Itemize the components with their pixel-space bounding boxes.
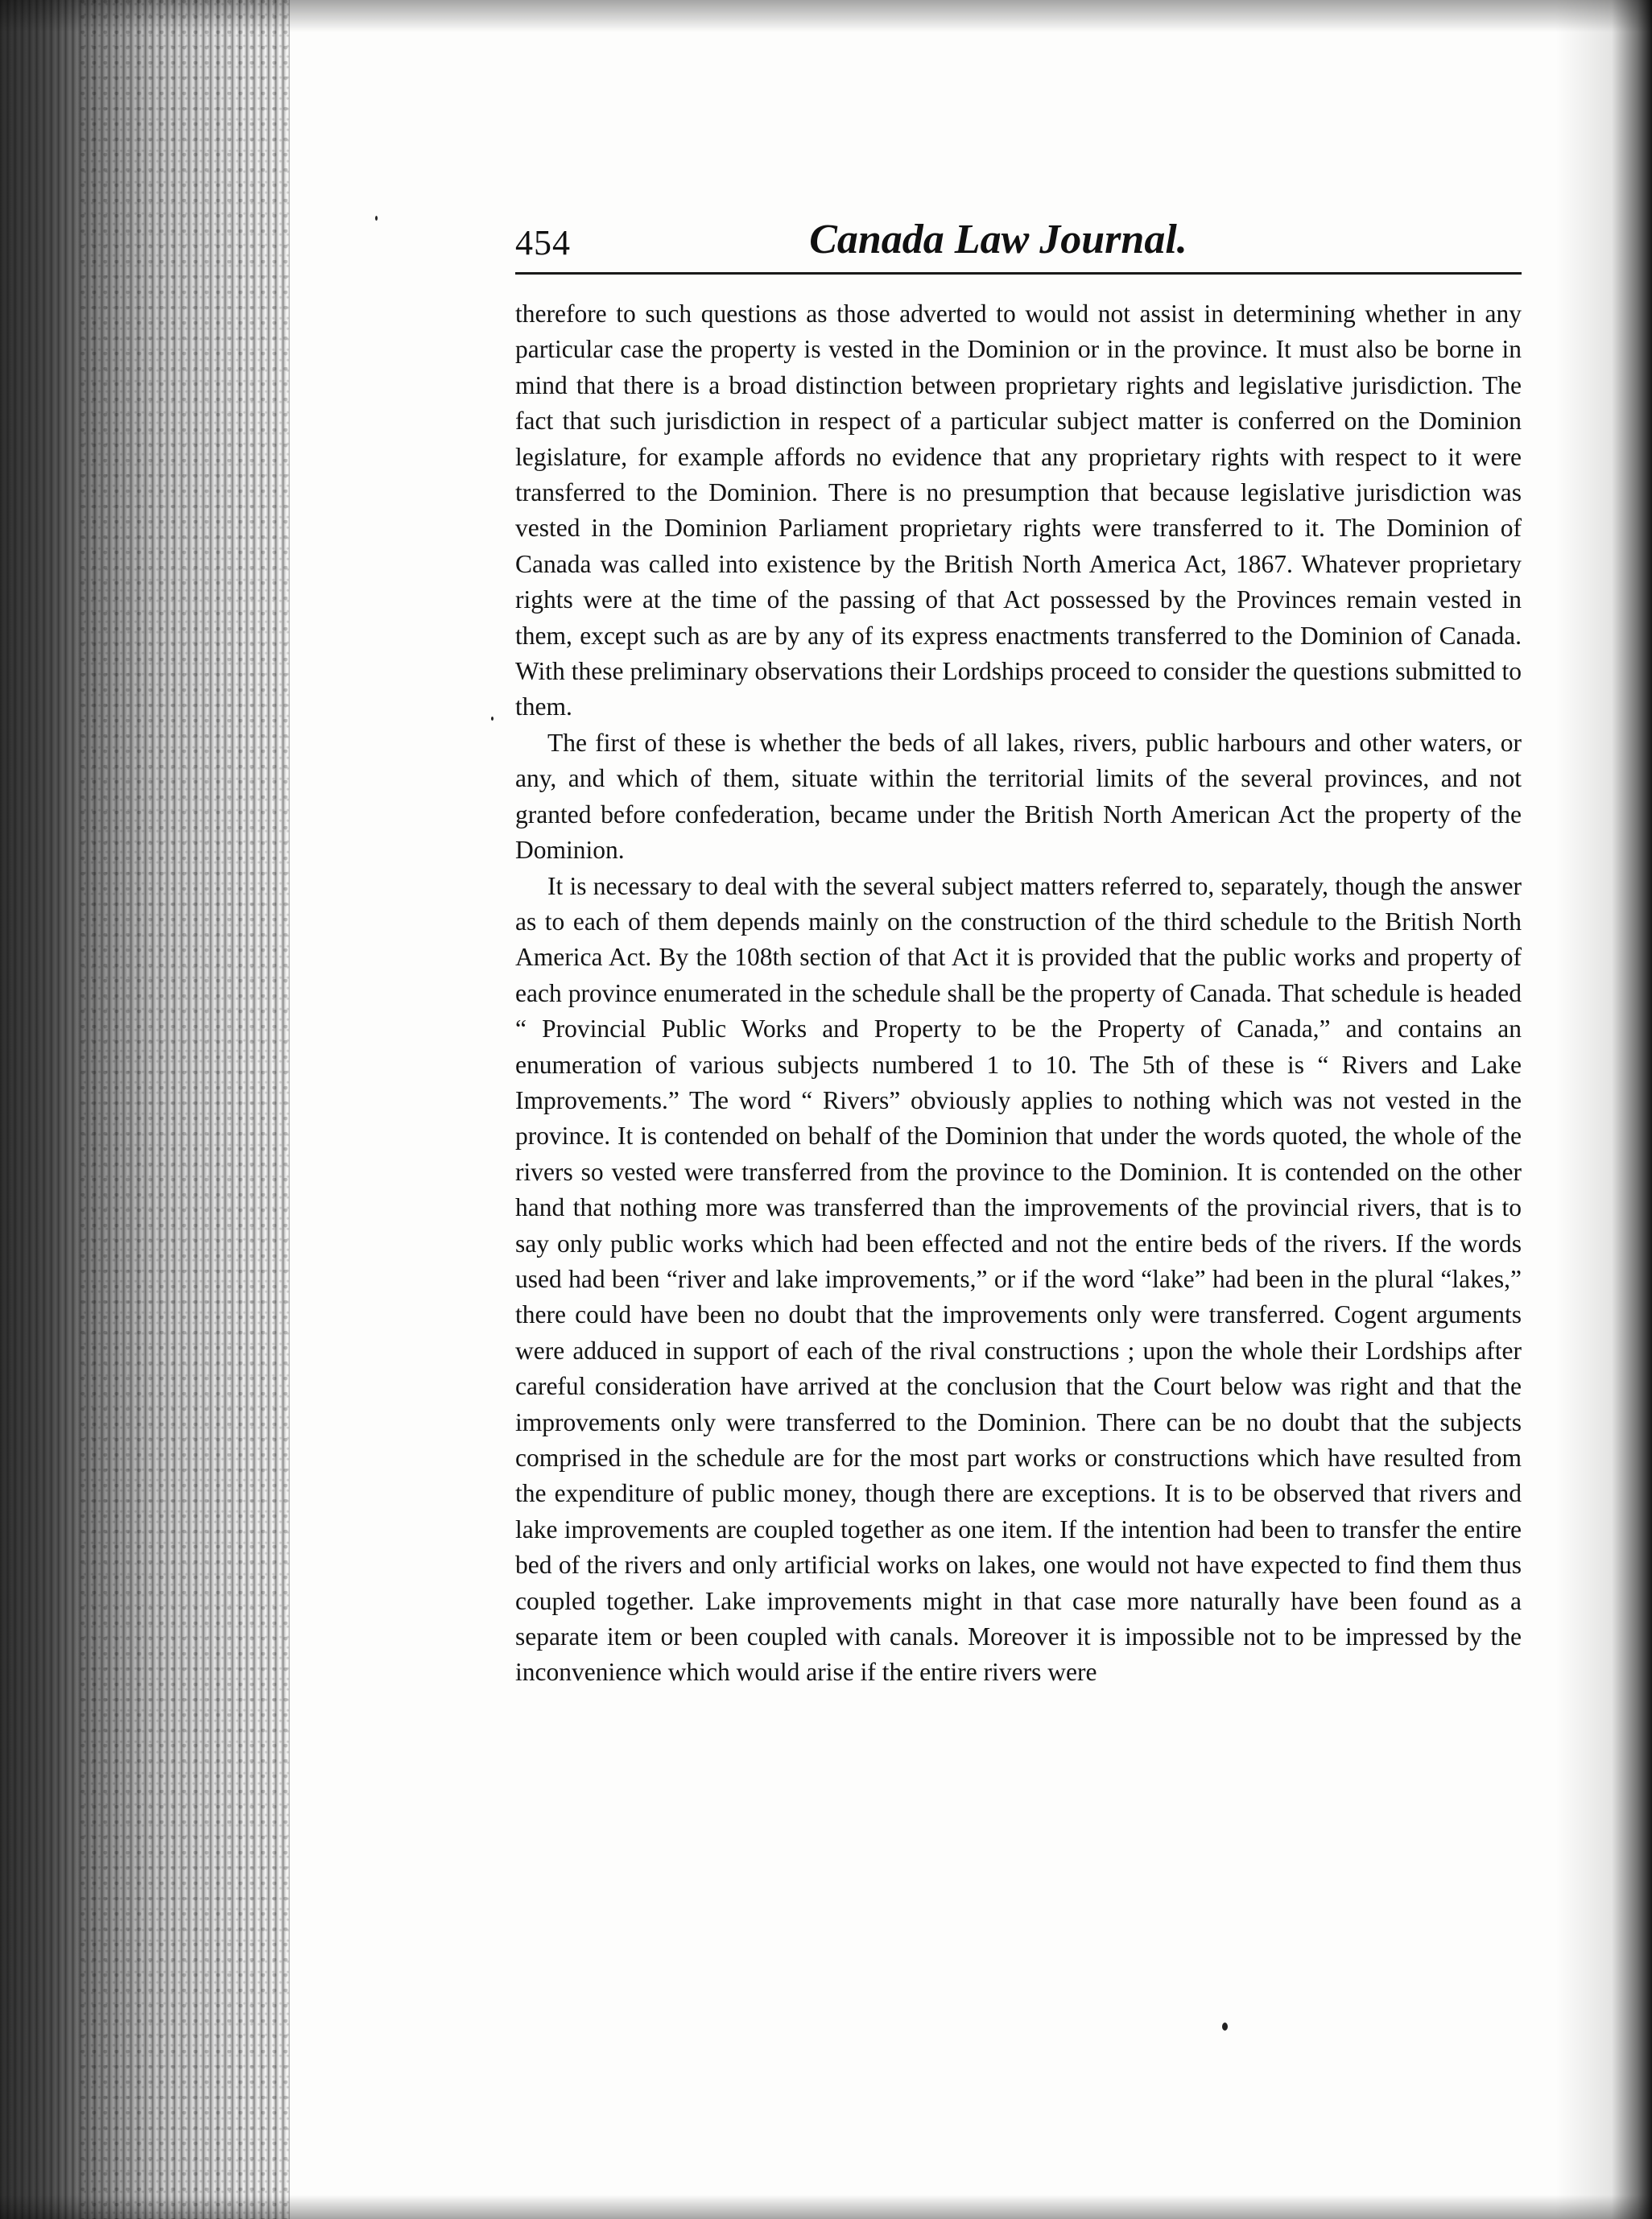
bottom-scan-edge [0, 2195, 1652, 2219]
stray-ink-mark [1222, 2023, 1228, 2031]
article-body [515, 296, 1522, 1691]
stray-ink-mark [491, 717, 494, 721]
paragraph-2: The first of these is whether the beds of all lakes, rivers, public harbours and other waters, or any, and which of them, situate within the territorial limits of the several provinces, and not granted before confederation, became under the British North American Act the property of the Dominion. [515, 728, 1522, 865]
stray-ink-mark [375, 216, 378, 221]
paragraph-1: therefore to such questions as those adverted to would not assist in determining whether in any particular case the property is vested in the Dominion or in the province. It must also be borne in mind that there is a broad distinction between proprietary rights and legislative jurisdiction. The fact that such jurisdiction in respect of a particular subject matter is conferred on the Dominion legislature, for example affords no evidence that any proprietary rights with respect to it were transferred to the Dominion. There is no presumption that because legislative jurisdiction was vested in the Dominion Parliament proprietary rights were transferred to it. The Dominion of Canada was called into existence by the British North America Act, 1867. Whatever proprietary rights were at the time of the passing of that Act possessed by the Provinces remain vested in them, except such as are by any of its express enactments transferred to the Dominion of Canada. With these preliminary observations their Lordships proceed to consider the questions submitted to them. [515, 300, 1522, 721]
page-number: 454 [515, 223, 571, 262]
top-scan-edge [0, 0, 1652, 32]
page-header [515, 216, 1522, 275]
paragraph-3: It is necessary to deal with the several subject matters referred to, separately, though the answer as to each of them depends mainly on the construction of the third schedule to the British North America Act. By the 108th section of that Act it is provided that the public works and property of each province enumerated in the schedule shall be the property of Canada. That schedule is headed “ Provincial Public Works and Property to be the Property of Canada,” and contains an enumeration of various subjects numbered 1 to 10. The 5th of these is “ Rivers and Lake Improvements.” The word “ Rivers” obviously applies to nothing which was not vested in the province. It is contended on behalf of the Dominion that under the words quoted, the whole of the rivers so vested were transferred from the province to the Dominion. It is contended on the other hand that nothing more was transferred than the improvements of the provincial rivers, that is to say only public works which had been effected and not the entire beds of the rivers. If the words used had been “river and lake improvements,” or if the word “lake” had been in the plural “lakes,” there could have been no doubt that the improvements only were transferred. Cogent arguments were adduced in support of each of the rival constructions ; upon the whole their Lordships after careful consideration have arrived at the conclusion that the Court below was right and that the improvements only were transferred to the Dominion. There can be no doubt that the subjects comprised in the schedule are for the most part works or constructions which have resulted from the expenditure of public money, though there are exceptions. It is to be observed that rivers and lake improvements are coupled together as one item. If the intention had been to transfer the entire bed of the rivers and only artificial works on lakes, one would not have expected to find them thus coupled together. Lake improvements might in that case more naturally have been found as a separate item or been coupled with canals. Moreover it is impossible not to be impressed by the inconvenience which would arise if the entire rivers were [515, 871, 1522, 1687]
scan-speckle-noise [81, 0, 290, 2219]
right-scan-edge [1555, 0, 1652, 2219]
running-title: Canada Law Journal. [809, 217, 1187, 262]
